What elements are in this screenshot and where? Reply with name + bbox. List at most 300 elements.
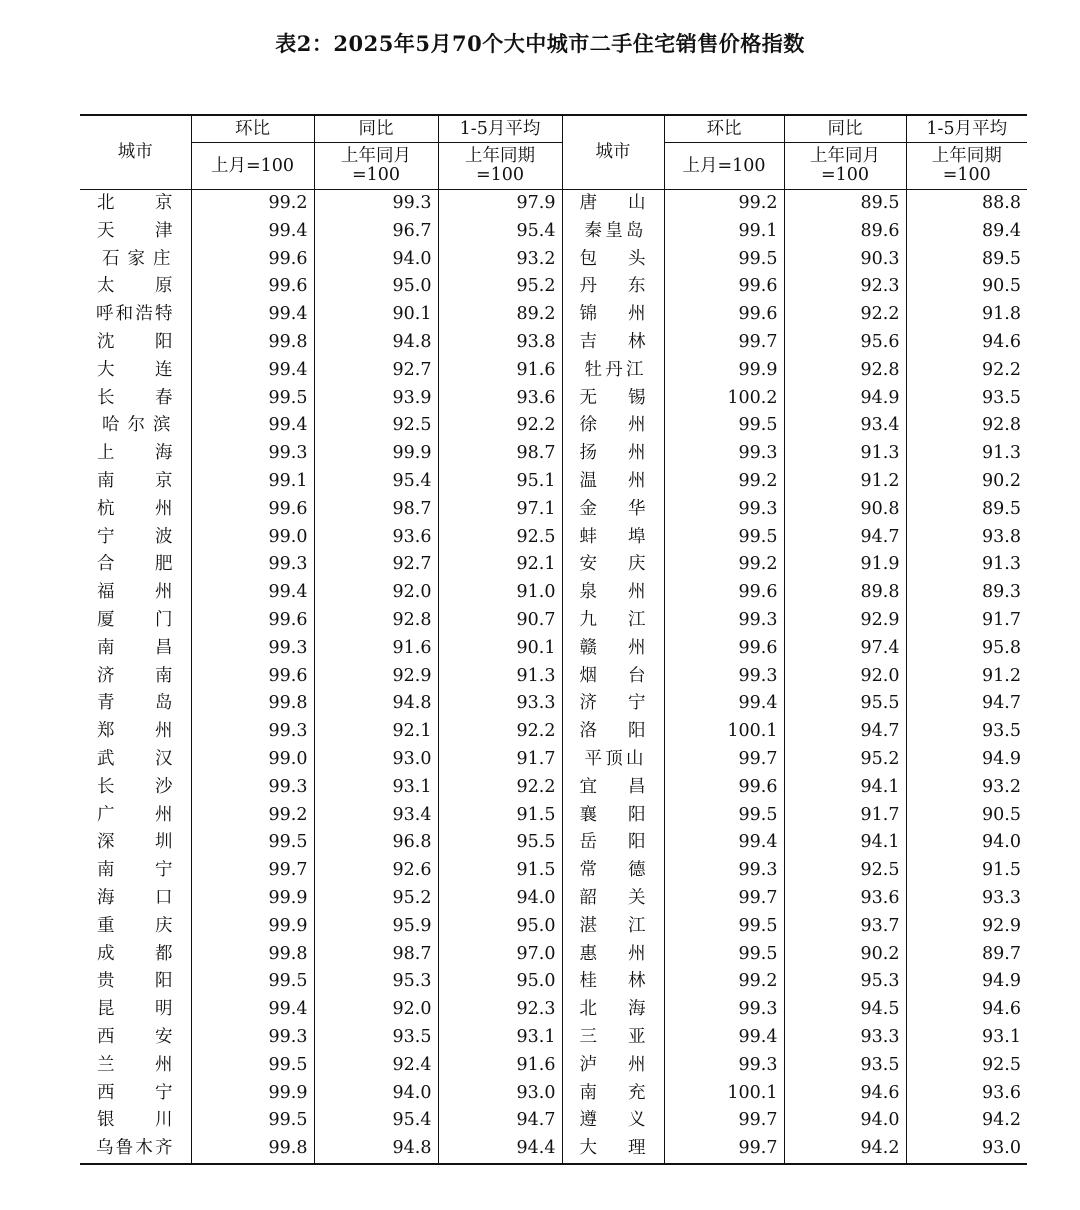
mom-value-cell: 99.3 — [191, 440, 314, 468]
avg-value-cell: 98.7 — [438, 440, 562, 468]
yoy-value-cell: 92.6 — [314, 857, 438, 885]
avg-value-cell: 92.8 — [906, 412, 1027, 440]
avg-value-cell: 88.8 — [906, 190, 1027, 218]
yoy-value-cell: 98.7 — [314, 496, 438, 524]
yoy-value-cell: 91.7 — [784, 802, 906, 830]
city-name-cell: 泉州 — [562, 579, 664, 607]
avg-value-cell: 89.5 — [906, 246, 1027, 274]
mom-value-cell: 99.6 — [664, 273, 784, 301]
city-name-cell: 沈阳 — [97, 331, 173, 352]
city-name-cell: 哈尔滨 — [102, 415, 171, 436]
avg-value-cell: 93.8 — [906, 524, 1027, 552]
yoy-value-cell: 94.0 — [314, 1080, 438, 1108]
table-row — [80, 1107, 1027, 1135]
avg-value-cell: 94.2 — [906, 1107, 1027, 1135]
city-name-cell: 大连 — [97, 359, 173, 380]
city-column-header: 城市 — [562, 115, 664, 190]
table-row — [80, 885, 1027, 913]
yoy-value-cell: 90.3 — [784, 246, 906, 274]
yoy-value-cell: 92.7 — [314, 357, 438, 385]
table-row — [80, 1052, 1027, 1080]
yoy-base-header — [314, 143, 438, 190]
table-row — [80, 718, 1027, 746]
yoy-value-cell: 95.0 — [314, 273, 438, 301]
avg-value-cell: 93.6 — [438, 385, 562, 413]
city-name-cell: 郑州 — [97, 721, 173, 742]
table-row — [80, 412, 1027, 440]
yoy-value-cell: 94.8 — [314, 1135, 438, 1164]
mom-value-cell: 99.6 — [664, 579, 784, 607]
yoy-value-cell: 92.9 — [314, 663, 438, 691]
mom-value-cell: 99.9 — [191, 885, 314, 913]
avg-value-cell: 91.0 — [438, 579, 562, 607]
city-name-cell: 南昌 — [97, 637, 173, 658]
city-name-cell: 长春 — [97, 387, 173, 408]
mom-value-cell: 99.8 — [191, 1135, 314, 1164]
yoy-value-cell: 95.6 — [784, 329, 906, 357]
avg-value-cell: 89.3 — [906, 579, 1027, 607]
city-name-cell: 重庆 — [97, 915, 173, 936]
yoy-column-header: 同比 — [314, 115, 438, 143]
yoy-value-cell: 92.5 — [314, 412, 438, 440]
table-row — [80, 774, 1027, 802]
mom-value-cell: 99.3 — [191, 1024, 314, 1052]
yoy-value-cell: 95.9 — [314, 913, 438, 941]
yoy-value-cell: 90.1 — [314, 301, 438, 329]
yoy-value-cell: 94.5 — [784, 996, 906, 1024]
avg-value-cell: 94.6 — [906, 996, 1027, 1024]
mom-value-cell: 99.6 — [191, 273, 314, 301]
city-name-cell: 包头 — [562, 246, 664, 274]
city-name-cell: 石家庄 — [102, 248, 171, 269]
mom-value-cell: 100.1 — [664, 718, 784, 746]
avg-value-cell: 97.9 — [438, 190, 562, 218]
yoy-value-cell: 93.5 — [784, 1052, 906, 1080]
mom-value-cell: 99.6 — [191, 607, 314, 635]
city-name-cell: 岳阳 — [562, 829, 664, 857]
mom-value-cell: 99.1 — [664, 218, 784, 246]
city-name-cell: 呼和浩特 — [96, 304, 173, 325]
city-name-cell: 广州 — [97, 804, 173, 825]
avg-value-cell: 93.0 — [438, 1080, 562, 1108]
yoy-value-cell: 89.6 — [784, 218, 906, 246]
mom-value-cell: 99.3 — [664, 440, 784, 468]
avg-value-cell: 94.4 — [438, 1135, 562, 1164]
mom-value-cell: 99.4 — [664, 829, 784, 857]
mom-value-cell: 99.3 — [191, 774, 314, 802]
avg-column-header: 1-5月平均 — [438, 115, 562, 143]
mom-value-cell: 99.3 — [664, 996, 784, 1024]
city-name-cell: 杭州 — [97, 498, 173, 519]
mom-value-cell: 99.5 — [191, 1107, 314, 1135]
mom-value-cell: 99.7 — [664, 1107, 784, 1135]
yoy-value-cell: 93.7 — [784, 913, 906, 941]
avg-value-cell: 93.0 — [906, 1135, 1027, 1164]
mom-value-cell: 99.8 — [191, 329, 314, 357]
yoy-value-cell: 90.8 — [784, 496, 906, 524]
avg-value-cell: 93.3 — [906, 885, 1027, 913]
avg-value-cell: 95.5 — [438, 829, 562, 857]
yoy-value-cell: 93.0 — [314, 746, 438, 774]
avg-value-cell: 94.0 — [438, 885, 562, 913]
yoy-value-cell: 92.5 — [784, 857, 906, 885]
mom-value-cell: 99.3 — [191, 551, 314, 579]
yoy-value-cell: 93.1 — [314, 774, 438, 802]
city-name-cell: 长沙 — [97, 776, 173, 797]
avg-value-cell: 95.1 — [438, 468, 562, 496]
avg-value-cell: 91.8 — [906, 301, 1027, 329]
yoy-value-cell: 93.4 — [314, 802, 438, 830]
mom-column-header: 环比 — [191, 115, 314, 143]
yoy-value-cell: 94.8 — [314, 329, 438, 357]
avg-value-cell: 93.6 — [906, 1080, 1027, 1108]
mom-value-cell: 99.4 — [191, 412, 314, 440]
city-name-cell: 韶关 — [562, 885, 664, 913]
city-name-cell: 银川 — [97, 1110, 173, 1131]
yoy-value-cell: 92.0 — [314, 996, 438, 1024]
avg-value-cell: 94.6 — [906, 329, 1027, 357]
avg-value-cell: 92.2 — [438, 412, 562, 440]
yoy-value-cell: 93.9 — [314, 385, 438, 413]
yoy-value-cell: 94.9 — [784, 385, 906, 413]
avg-value-cell: 90.1 — [438, 635, 562, 663]
mom-value-cell: 99.5 — [664, 412, 784, 440]
yoy-value-cell: 95.2 — [314, 885, 438, 913]
avg-value-cell: 95.0 — [438, 968, 562, 996]
city-name-cell: 乌鲁木齐 — [96, 1138, 173, 1159]
table-row — [80, 690, 1027, 718]
avg-value-cell: 94.9 — [906, 968, 1027, 996]
city-name-cell: 唐山 — [562, 190, 664, 218]
avg-value-cell: 91.3 — [438, 663, 562, 691]
yoy-value-cell: 92.8 — [314, 607, 438, 635]
table-row — [80, 301, 1027, 329]
mom-value-cell: 99.5 — [191, 829, 314, 857]
city-name-cell: 宜昌 — [562, 774, 664, 802]
yoy-value-cell: 94.6 — [784, 1080, 906, 1108]
city-name-cell: 福州 — [97, 582, 173, 603]
city-name-cell: 厦门 — [97, 609, 173, 630]
mom-value-cell: 99.7 — [664, 746, 784, 774]
avg-value-cell: 90.5 — [906, 802, 1027, 830]
mom-value-cell: 99.2 — [664, 190, 784, 218]
table-row — [80, 1024, 1027, 1052]
city-name-cell: 九江 — [562, 607, 664, 635]
city-column-header: 城市 — [80, 115, 191, 190]
mom-value-cell: 99.6 — [191, 663, 314, 691]
avg-value-cell: 92.5 — [906, 1052, 1027, 1080]
avg-value-cell: 91.5 — [438, 802, 562, 830]
table-row — [80, 1135, 1027, 1164]
mom-value-cell: 99.3 — [664, 857, 784, 885]
city-name-cell: 南宁 — [97, 860, 173, 881]
table-row — [80, 968, 1027, 996]
avg-value-cell: 91.2 — [906, 663, 1027, 691]
avg-value-cell: 90.2 — [906, 468, 1027, 496]
mom-value-cell: 99.4 — [191, 579, 314, 607]
mom-value-cell: 99.7 — [664, 1135, 784, 1164]
yoy-value-cell: 96.7 — [314, 218, 438, 246]
avg-value-cell: 93.8 — [438, 329, 562, 357]
yoy-value-cell: 95.5 — [784, 690, 906, 718]
city-name-cell: 徐州 — [562, 412, 664, 440]
yoy-value-cell: 95.3 — [314, 968, 438, 996]
table-row — [80, 385, 1027, 413]
city-name-cell: 丹东 — [562, 273, 664, 301]
table-row — [80, 857, 1027, 885]
avg-base-line1: 上年同期 — [465, 146, 535, 166]
city-name-cell: 三亚 — [562, 1024, 664, 1052]
table-row — [80, 524, 1027, 552]
city-name-cell: 贵阳 — [97, 971, 173, 992]
city-name-cell: 上海 — [97, 443, 173, 464]
mom-value-cell: 99.7 — [191, 857, 314, 885]
mom-value-cell: 99.4 — [664, 1024, 784, 1052]
table-row — [80, 357, 1027, 385]
yoy-value-cell: 92.8 — [784, 357, 906, 385]
table-row — [80, 913, 1027, 941]
yoy-value-cell: 96.8 — [314, 829, 438, 857]
mom-value-cell: 99.0 — [191, 524, 314, 552]
mom-value-cell: 99.6 — [664, 301, 784, 329]
avg-value-cell: 93.2 — [438, 246, 562, 274]
avg-value-cell: 95.2 — [438, 273, 562, 301]
city-name-cell: 吉林 — [562, 329, 664, 357]
avg-value-cell: 91.3 — [906, 440, 1027, 468]
yoy-value-cell: 93.6 — [784, 885, 906, 913]
city-name-cell: 太原 — [97, 276, 173, 297]
city-name-cell: 泸州 — [562, 1052, 664, 1080]
avg-value-cell: 91.5 — [438, 857, 562, 885]
table-row — [80, 496, 1027, 524]
mom-value-cell: 99.3 — [664, 607, 784, 635]
avg-value-cell: 90.5 — [906, 273, 1027, 301]
mom-value-cell: 99.4 — [191, 301, 314, 329]
table-row — [80, 635, 1027, 663]
avg-value-cell: 89.4 — [906, 218, 1027, 246]
avg-value-cell: 93.5 — [906, 385, 1027, 413]
mom-value-cell: 99.4 — [191, 357, 314, 385]
city-name-cell: 济南 — [97, 665, 173, 686]
city-name-cell: 海口 — [97, 887, 173, 908]
table-row — [80, 190, 1027, 218]
mom-value-cell: 99.3 — [664, 1052, 784, 1080]
avg-value-cell: 89.5 — [906, 496, 1027, 524]
avg-value-cell: 91.6 — [438, 1052, 562, 1080]
yoy-value-cell: 92.3 — [784, 273, 906, 301]
avg-base-header — [438, 143, 562, 190]
mom-value-cell: 99.9 — [191, 1080, 314, 1108]
yoy-value-cell: 94.1 — [784, 829, 906, 857]
mom-value-cell: 99.2 — [664, 468, 784, 496]
yoy-value-cell: 92.0 — [784, 663, 906, 691]
city-name-cell: 遵义 — [562, 1107, 664, 1135]
table-row — [80, 829, 1027, 857]
avg-value-cell: 91.6 — [438, 357, 562, 385]
yoy-base-header — [784, 143, 906, 190]
mom-value-cell: 99.7 — [664, 885, 784, 913]
page-title: 表2：2025年5月70个大中城市二手住宅销售价格指数 — [275, 31, 805, 56]
avg-value-cell: 91.7 — [438, 746, 562, 774]
yoy-value-cell: 94.1 — [784, 774, 906, 802]
yoy-value-cell: 98.7 — [314, 941, 438, 969]
city-name-cell: 青岛 — [97, 693, 173, 714]
avg-value-cell: 94.0 — [906, 829, 1027, 857]
table-row — [80, 746, 1027, 774]
mom-value-cell: 99.5 — [664, 802, 784, 830]
avg-value-cell: 92.2 — [438, 774, 562, 802]
avg-value-cell: 93.5 — [906, 718, 1027, 746]
city-name-cell: 昆明 — [97, 999, 173, 1020]
city-name-cell: 洛阳 — [562, 718, 664, 746]
yoy-value-cell: 91.9 — [784, 551, 906, 579]
mom-value-cell: 99.6 — [191, 496, 314, 524]
city-name-cell: 牡丹江 — [562, 357, 664, 385]
yoy-value-cell: 94.0 — [784, 1107, 906, 1135]
avg-value-cell: 97.0 — [438, 941, 562, 969]
mom-value-cell: 99.1 — [191, 468, 314, 496]
table-row — [80, 329, 1027, 357]
mom-base-header: 上月=100 — [664, 143, 784, 190]
yoy-base-line2: =100 — [351, 165, 401, 185]
yoy-value-cell: 92.0 — [314, 579, 438, 607]
city-name-cell: 南充 — [562, 1080, 664, 1108]
yoy-column-header: 同比 — [784, 115, 906, 143]
city-name-cell: 安庆 — [562, 551, 664, 579]
city-name-cell: 大理 — [562, 1135, 664, 1164]
avg-value-cell: 92.2 — [906, 357, 1027, 385]
city-name-cell: 成都 — [97, 943, 173, 964]
table-row — [80, 941, 1027, 969]
avg-value-cell: 93.3 — [438, 690, 562, 718]
yoy-value-cell: 92.4 — [314, 1052, 438, 1080]
mom-column-header: 环比 — [664, 115, 784, 143]
yoy-base-line1: 上年同月 — [341, 146, 411, 166]
mom-value-cell: 99.3 — [664, 663, 784, 691]
avg-value-cell: 92.2 — [438, 718, 562, 746]
yoy-value-cell: 94.2 — [784, 1135, 906, 1164]
city-name-cell: 宁波 — [97, 526, 173, 547]
table-row — [80, 218, 1027, 246]
yoy-value-cell: 93.4 — [784, 412, 906, 440]
city-name-cell: 锦州 — [562, 301, 664, 329]
yoy-value-cell: 92.7 — [314, 551, 438, 579]
table-row — [80, 579, 1027, 607]
city-name-cell: 常德 — [562, 857, 664, 885]
avg-base-line2: =100 — [942, 165, 991, 185]
mom-value-cell: 99.3 — [191, 635, 314, 663]
avg-value-cell: 92.9 — [906, 913, 1027, 941]
avg-value-cell: 92.1 — [438, 551, 562, 579]
table-row — [80, 996, 1027, 1024]
city-name-cell: 西安 — [97, 1026, 173, 1047]
mom-value-cell: 99.6 — [191, 246, 314, 274]
avg-value-cell: 95.8 — [906, 635, 1027, 663]
table-row — [80, 273, 1027, 301]
yoy-value-cell: 95.3 — [784, 968, 906, 996]
yoy-value-cell: 95.2 — [784, 746, 906, 774]
avg-value-cell: 91.3 — [906, 551, 1027, 579]
table-row — [80, 802, 1027, 830]
yoy-value-cell: 93.6 — [314, 524, 438, 552]
city-name-cell: 金华 — [562, 496, 664, 524]
mom-value-cell: 99.0 — [191, 746, 314, 774]
mom-value-cell: 99.9 — [664, 357, 784, 385]
avg-value-cell: 92.3 — [438, 996, 562, 1024]
table-row — [80, 440, 1027, 468]
mom-base-header: 上月=100 — [191, 143, 314, 190]
city-name-cell: 温州 — [562, 468, 664, 496]
yoy-value-cell: 90.2 — [784, 941, 906, 969]
avg-value-cell: 94.7 — [438, 1107, 562, 1135]
table-body — [80, 190, 1027, 1164]
yoy-value-cell: 93.3 — [784, 1024, 906, 1052]
avg-value-cell: 93.1 — [438, 1024, 562, 1052]
city-name-cell: 南京 — [97, 470, 173, 491]
yoy-value-cell: 99.9 — [314, 440, 438, 468]
avg-value-cell: 91.5 — [906, 857, 1027, 885]
table-row — [80, 551, 1027, 579]
avg-column-header: 1-5月平均 — [906, 115, 1027, 143]
mom-value-cell: 99.5 — [664, 524, 784, 552]
city-name-cell: 天津 — [97, 220, 173, 241]
city-name-cell: 襄阳 — [562, 802, 664, 830]
avg-value-cell: 95.4 — [438, 218, 562, 246]
yoy-value-cell: 94.0 — [314, 246, 438, 274]
table-row — [80, 246, 1027, 274]
city-name-cell: 济宁 — [562, 690, 664, 718]
mom-value-cell: 99.5 — [664, 913, 784, 941]
avg-value-cell: 90.7 — [438, 607, 562, 635]
avg-value-cell: 91.7 — [906, 607, 1027, 635]
mom-value-cell: 99.3 — [664, 496, 784, 524]
city-name-cell: 秦皇岛 — [562, 218, 664, 246]
mom-value-cell: 99.5 — [191, 968, 314, 996]
avg-value-cell: 95.0 — [438, 913, 562, 941]
avg-value-cell: 94.9 — [906, 746, 1027, 774]
city-name-cell: 平顶山 — [562, 746, 664, 774]
avg-value-cell: 93.2 — [906, 774, 1027, 802]
city-name-cell: 北京 — [97, 193, 173, 213]
yoy-value-cell: 99.3 — [314, 190, 438, 218]
mom-value-cell: 99.8 — [191, 690, 314, 718]
yoy-value-cell: 94.7 — [784, 718, 906, 746]
avg-base-line2: =100 — [475, 165, 525, 185]
city-name-cell: 西宁 — [97, 1082, 173, 1103]
mom-value-cell: 99.5 — [664, 941, 784, 969]
yoy-value-cell: 94.8 — [314, 690, 438, 718]
city-name-cell: 深圳 — [97, 832, 173, 853]
avg-value-cell: 92.5 — [438, 524, 562, 552]
mom-value-cell: 99.3 — [191, 718, 314, 746]
yoy-base-line2: =100 — [820, 165, 870, 185]
table-row — [80, 468, 1027, 496]
mom-value-cell: 99.2 — [191, 190, 314, 218]
mom-value-cell: 100.1 — [664, 1080, 784, 1108]
avg-value-cell: 89.2 — [438, 301, 562, 329]
city-name-cell: 桂林 — [562, 968, 664, 996]
table-header — [80, 115, 1027, 190]
table-row — [80, 1080, 1027, 1108]
mom-value-cell: 99.5 — [191, 385, 314, 413]
yoy-value-cell: 89.8 — [784, 579, 906, 607]
mom-value-cell: 99.2 — [664, 551, 784, 579]
yoy-value-cell: 93.5 — [314, 1024, 438, 1052]
city-name-cell: 烟台 — [562, 663, 664, 691]
table-row — [80, 607, 1027, 635]
table-row — [80, 663, 1027, 691]
yoy-value-cell: 92.1 — [314, 718, 438, 746]
